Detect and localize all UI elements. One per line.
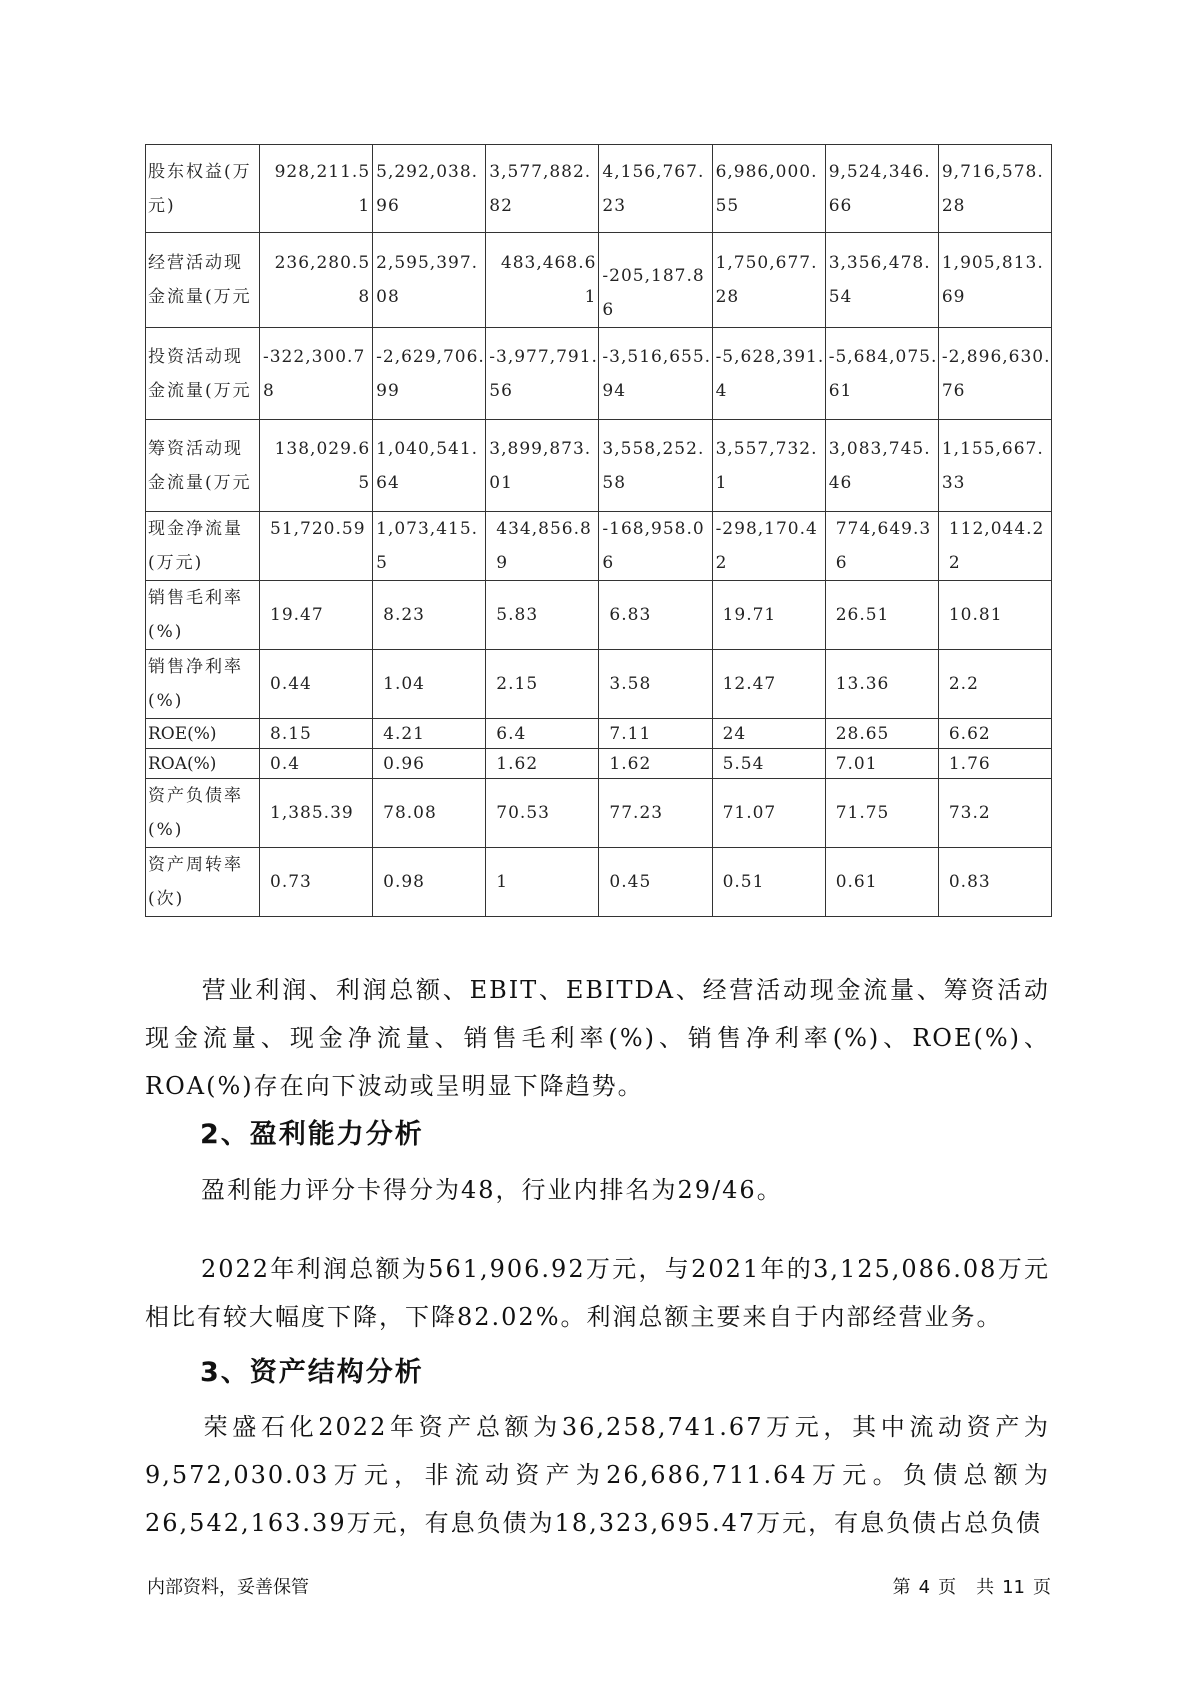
row-label: 销售毛利率(%) [146, 581, 260, 650]
table-cell: 7.01 [825, 749, 938, 779]
table-cell: 928,211.51 [260, 145, 373, 233]
table-cell: 1.62 [599, 749, 712, 779]
table-cell: 1 [486, 848, 599, 917]
table-row-net-margin [146, 650, 1052, 719]
table-cell: 3,083,745.46 [825, 420, 938, 512]
page-prefix: 第 [892, 1577, 911, 1598]
profit-score-text: 盈利能力评分卡得分为48，行业内排名为29/46。 [201, 1176, 783, 1204]
table-cell: 2.15 [486, 650, 599, 719]
table-cell: 78.08 [373, 779, 486, 848]
table-cell: -3,977,791.56 [486, 328, 599, 420]
table-cell: 236,280.58 [260, 233, 373, 328]
table-cell: 73.2 [938, 779, 1051, 848]
row-label: ROA(%) [146, 749, 260, 779]
table-cell: -298,170.42 [712, 512, 825, 581]
table-row-asset-turnover [146, 848, 1052, 917]
table-cell: 138,029.65 [260, 420, 373, 512]
table-cell: 9,524,346.66 [825, 145, 938, 233]
trend-paragraph [145, 966, 1050, 1110]
table-cell: 7.11 [599, 719, 712, 749]
row-label: 销售净利率(%) [146, 650, 260, 719]
row-label: ROE(%) [146, 719, 260, 749]
trend-text: 营业利润、利润总额、EBIT、EBITDA、经营活动现金流量、筹资活动现金流量、现金净流量、销售毛利率(%)、销售净利率(%)、ROE(%)、ROA(%)存在向下波动或呈明显下降趋势。 [145, 976, 1050, 1100]
table-cell: 0.44 [260, 650, 373, 719]
total-prefix: 共 [976, 1577, 995, 1598]
table-cell: 2.2 [938, 650, 1051, 719]
table-cell: 0.98 [373, 848, 486, 917]
page-unit: 页 [938, 1577, 957, 1598]
table-cell: 71.75 [825, 779, 938, 848]
table-cell: 774,649.36 [825, 512, 938, 581]
table-cell: 19.47 [260, 581, 373, 650]
table-cell: 13.36 [825, 650, 938, 719]
table-row-roe [146, 719, 1052, 749]
profit-total-paragraph [145, 1245, 1050, 1341]
asset-structure-paragraph [145, 1403, 1050, 1547]
table-cell: 1,750,677.28 [712, 233, 825, 328]
section-heading-asset-structure: 3、资产结构分析 [200, 1357, 424, 1388]
row-label: 资产负债率(%) [146, 779, 260, 848]
table-cell: 26.51 [825, 581, 938, 650]
table-cell: 1,073,415.5 [373, 512, 486, 581]
table-cell: 28.65 [825, 719, 938, 749]
table-cell: 1.76 [938, 749, 1051, 779]
table-cell: 19.71 [712, 581, 825, 650]
page-number: 4 [918, 1577, 931, 1598]
table-cell: 1,040,541.64 [373, 420, 486, 512]
table-cell: 6.4 [486, 719, 599, 749]
table-cell: 6.62 [938, 719, 1051, 749]
table-cell: 0.45 [599, 848, 712, 917]
row-label: 筹资活动现金流量(万元 [146, 420, 260, 512]
table-row-financing-cashflow [146, 420, 1052, 512]
row-label: 现金净流量(万元) [146, 512, 260, 581]
table-cell: 24 [712, 719, 825, 749]
table-cell: -5,628,391.4 [712, 328, 825, 420]
table-row-roa [146, 749, 1052, 779]
table-cell: 1.04 [373, 650, 486, 719]
row-label: 经营活动现金流量(万元 [146, 233, 260, 328]
table-cell: 3,577,882.82 [486, 145, 599, 233]
profit-total-text: 2022年利润总额为561,906.92万元，与2021年的3,125,086.08万元相比有较大幅度下降，下降82.02%。利润总额主要来自于内部经营业务。 [145, 1255, 1050, 1331]
table-row-net-cashflow [146, 512, 1052, 581]
table-cell: 4,156,767.23 [599, 145, 712, 233]
table-cell: 77.23 [599, 779, 712, 848]
table-cell: 5.83 [486, 581, 599, 650]
table-cell: 0.83 [938, 848, 1051, 917]
table-cell: 10.81 [938, 581, 1051, 650]
section-heading-profitability: 2、盈利能力分析 [200, 1119, 424, 1150]
table-cell: 51,720.59 [260, 512, 373, 581]
table-row-debt-ratio [146, 779, 1052, 848]
asset-structure-text: 荣盛石化2022年资产总额为36,258,741.67万元，其中流动资产为9,572,030.03万元，非流动资产为26,686,711.64万元。负债总额为26,542,163.39万元，有息负债为18,323,695.47万元，有息负债占总负债 [145, 1413, 1050, 1537]
table-cell: -322,300.78 [260, 328, 373, 420]
table-cell: -168,958.06 [599, 512, 712, 581]
profit-score-paragraph [145, 1166, 1050, 1214]
table-cell: 71.07 [712, 779, 825, 848]
table-cell: -3,516,655.94 [599, 328, 712, 420]
total-pages: 11 [1002, 1577, 1025, 1598]
financial-indicators-table [145, 144, 1052, 917]
table-row-gross-margin [146, 581, 1052, 650]
table-cell: 1,905,813.69 [938, 233, 1051, 328]
table-cell: 0.73 [260, 848, 373, 917]
table-cell: 5,292,038.96 [373, 145, 486, 233]
table-cell: 1,155,667.33 [938, 420, 1051, 512]
table-cell: -2,896,630.76 [938, 328, 1051, 420]
table-cell: 6.83 [599, 581, 712, 650]
table-cell: 1,385.39 [260, 779, 373, 848]
table-cell: 2,595,397.08 [373, 233, 486, 328]
table-row-investing-cashflow [146, 328, 1052, 420]
table-cell: 3,557,732.1 [712, 420, 825, 512]
footer-page-info [885, 1573, 1051, 1599]
table-cell: 5.54 [712, 749, 825, 779]
table-cell: -2,629,706.99 [373, 328, 486, 420]
table-cell: 3,356,478.54 [825, 233, 938, 328]
table-cell: 6,986,000.55 [712, 145, 825, 233]
row-label: 投资活动现金流量(万元 [146, 328, 260, 420]
table-row-equity [146, 145, 1052, 233]
table-cell: 0.96 [373, 749, 486, 779]
table-cell: 0.51 [712, 848, 825, 917]
row-label: 资产周转率(次) [146, 848, 260, 917]
table-cell: 4.21 [373, 719, 486, 749]
table-cell: 3,558,252.58 [599, 420, 712, 512]
table-row-operating-cashflow [146, 233, 1052, 328]
table-cell: 0.4 [260, 749, 373, 779]
table-cell: 3.58 [599, 650, 712, 719]
table-cell: 70.53 [486, 779, 599, 848]
table-cell: 3,899,873.01 [486, 420, 599, 512]
table-cell: -5,684,075.61 [825, 328, 938, 420]
table-cell: 112,044.22 [938, 512, 1051, 581]
table-cell: -205,187.86 [599, 233, 712, 328]
table-cell: 12.47 [712, 650, 825, 719]
total-unit: 页 [1033, 1577, 1051, 1598]
table-cell: 8.23 [373, 581, 486, 650]
footer-confidential: 内部资料，妥善保管 [147, 1577, 309, 1598]
row-label: 股东权益(万元) [146, 145, 260, 233]
table-cell: 9,716,578.28 [938, 145, 1051, 233]
table-cell: 483,468.61 [486, 233, 599, 328]
table-cell: 1.62 [486, 749, 599, 779]
table-cell: 0.61 [825, 848, 938, 917]
table-cell: 434,856.89 [486, 512, 599, 581]
table-cell: 8.15 [260, 719, 373, 749]
